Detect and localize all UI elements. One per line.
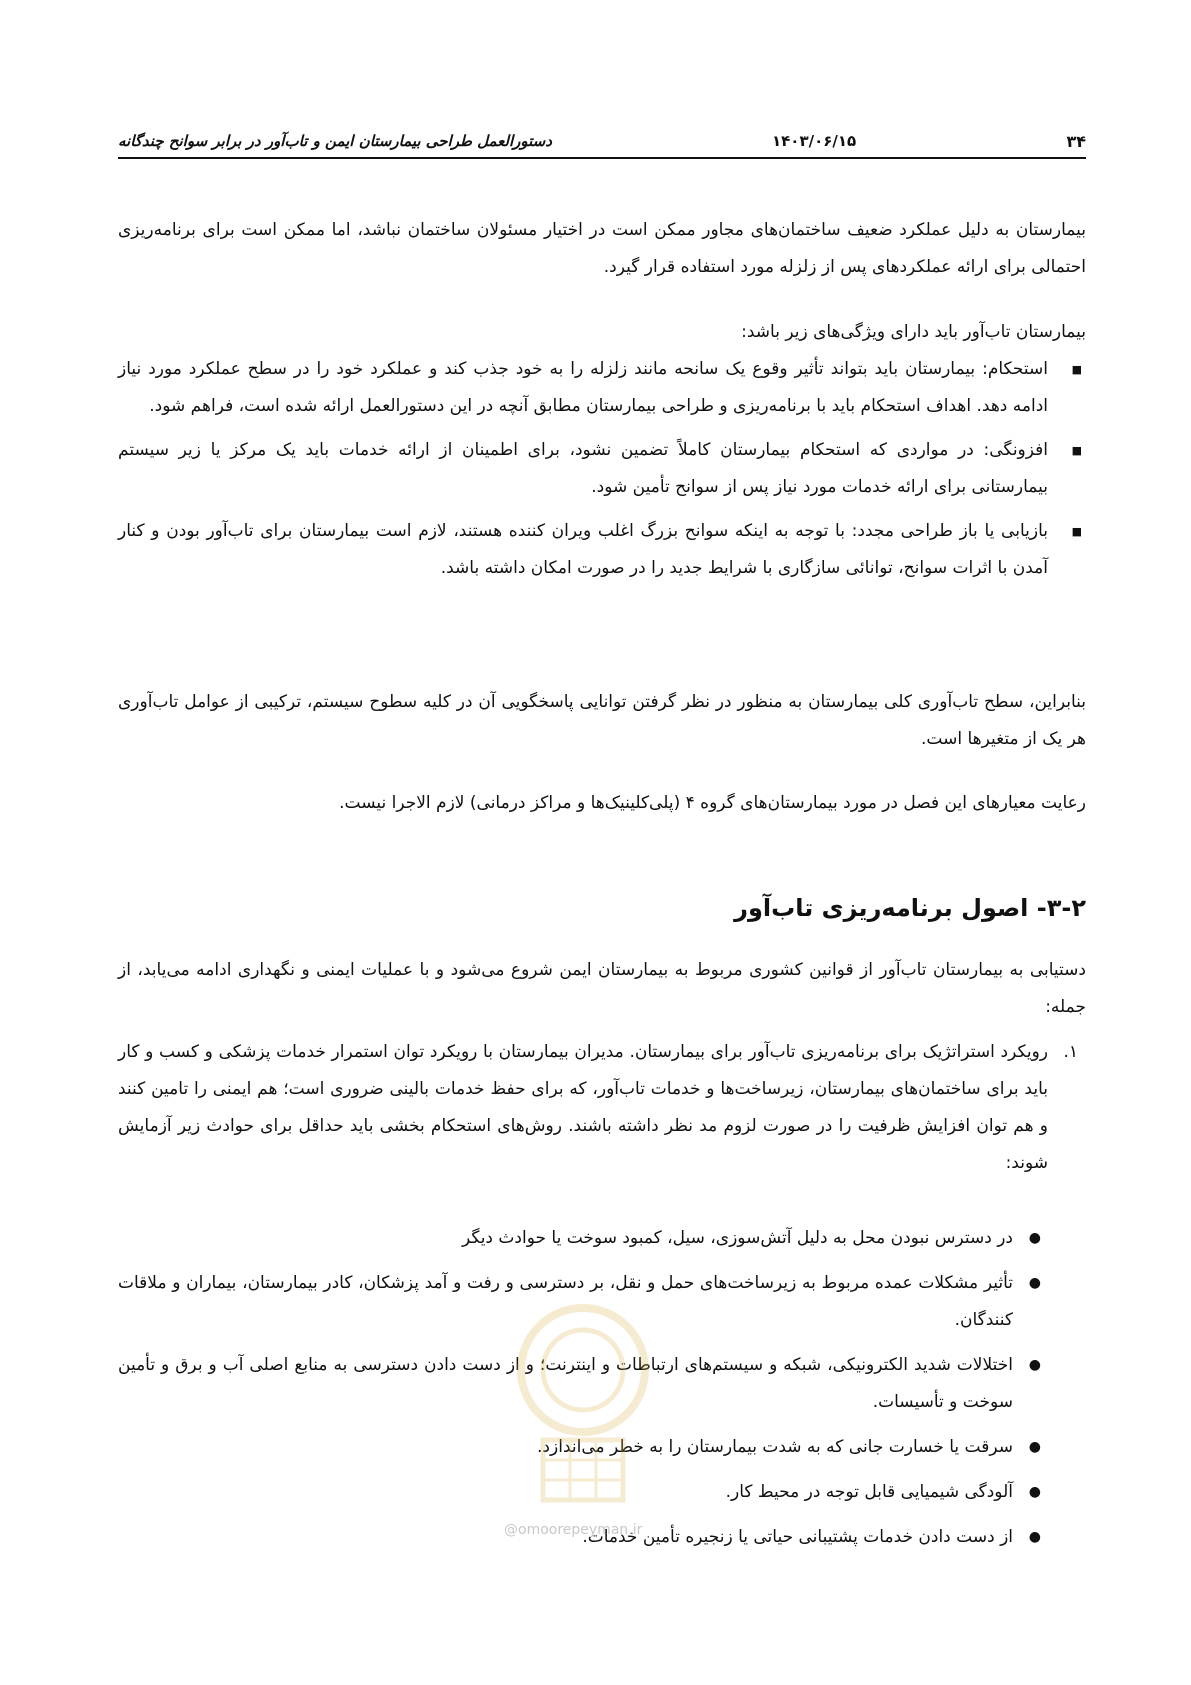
- header-title: دستورالعمل طراحی بیمارستان ایمن و تاب‌آور در برابر سوانح چندگانه: [118, 132, 552, 150]
- round-bullet-icon: ●: [1028, 1275, 1041, 1291]
- square-bullet-icon: ■: [1071, 525, 1082, 538]
- square-bullet-icon: ■: [1071, 363, 1082, 376]
- features-list: [118, 351, 1086, 594]
- list-item-text: افزونگی: در مواردی که استحکام بیمارستان کاملاً تضمین نشود، برای اطمینان از ارائه خدمات باید یک مرکز یا زیر سیستم بیمارستانی برای ارائه خدمات مورد نیاز پس از سوانح تأمین شود.: [118, 440, 1048, 497]
- list-item: [118, 432, 1086, 506]
- header-rule: [118, 157, 1086, 159]
- page-header: [118, 130, 1086, 156]
- square-bullet-icon: ■: [1071, 444, 1082, 457]
- numbered-item-text: رویکرد استراتژیک برای برنامه‌ریزی تاب‌آور برای بیمارستان. مدیران بیمارستان با رویکرد توان استمرار خدمات پزشکی و کسب و کار باید برای ساختمان‌های بیمارستان، زیرساخت‌ها و خدمات تاب‌آور، که برای حفظ خدمات بالینی ضروری است؛ هم ایمنی را تامین کنند و هم توان افزایش ظرفیت را در صورت لزوم مد نظر داشته باشند. روش‌های استحکام بخشی باید حداقل برای حوادث زیر آزمایش شوند:: [118, 1042, 1048, 1173]
- header-date: ۱۴۰۳/۰۶/۱۵: [772, 132, 857, 150]
- list-item: [118, 351, 1086, 425]
- round-bullet-icon: ●: [1028, 1357, 1041, 1373]
- paragraph-4: رعایت معیارهای این فصل در مورد بیمارستان‌های گروه ۴ (پلی‌کلینیک‌ها و مراکز درمانی) لازم الاجرا نیست.: [339, 793, 1086, 813]
- watermark-text: @omoorepeyman.ir: [504, 1522, 643, 1538]
- list-item-text: اختلالات شدید الکترونیکی، شبکه و سیستم‌های ارتباطات و اینترنت؛ و از دست دادن دسترسی به منابع اصلی آب و برق و تأمین سوخت و تأسیسات.: [118, 1355, 1013, 1412]
- list-item-text: تأثیر مشکلات عمده مربوط به زیرساخت‌های حمل و نقل، بر دسترسی و رفت و آمد پزشکان، کادر بیمارستان، بیماران و ملاقات کنندگان.: [118, 1273, 1013, 1330]
- list-item-text: در دسترس نبودن محل به دلیل آتش‌سوزی، سیل، کمبود سوخت یا حوادث دیگر: [461, 1228, 1013, 1248]
- seal-logo-icon: [488, 1290, 678, 1520]
- list-item-text: بازیابی یا باز طراحی مجدد: با توجه به اینکه سوانح بزرگ اغلب ویران کننده هستند، لازم است بیمارستان برای تاب‌آور بودن و کنار آمدن با اثرات سوانح، توانائی سازگاری با شرایط جدید را در صورت امکان داشته باشد.: [118, 521, 1048, 578]
- round-bullet-icon: ●: [1028, 1230, 1041, 1246]
- round-bullet-icon: ●: [1028, 1439, 1041, 1455]
- list-item: [118, 1220, 1086, 1257]
- paragraph-2: بیمارستان تاب‌آور باید دارای ویژگی‌های زیر باشد:: [741, 322, 1086, 342]
- numbered-item: [118, 1034, 1086, 1182]
- list-item-text: آلودگی شیمیایی قابل توجه در محیط کار.: [725, 1482, 1013, 1502]
- list-item-text: استحکام: بیمارستان باید بتواند تأثیر وقوع یک سانحه مانند زلزله را به خود جذب کند و عملکرد خود را در سطح عملکرد مورد نیاز ادامه دهد. اهداف استحکام باید با برنامه‌ریزی و طراحی بیمارستان مطابق آنچه در این دستورالعمل ارائه شده است، فراهم شود.: [118, 359, 1048, 416]
- page-number: ۳۴: [1066, 132, 1086, 151]
- item-number: ۱.: [1063, 1042, 1078, 1062]
- paragraph-5: دستیابی به بیمارستان تاب‌آور از قوانین کشوری مربوط به بیمارستان ایمن شروع می‌شود و با عملیات ایمنی و نگهداری ادامه می‌یابد، از جمله:: [118, 960, 1086, 1017]
- list-item: [118, 513, 1086, 587]
- paragraph-1: بیمارستان به دلیل عملکرد ضعیف ساختمان‌های مجاور ممکن است در اختیار مسئولان ساختمان نباشد، اما ممکن است برای برنامه‌ریزی احتمالی برای ارائه عملکردهای پس از زلزله مورد استفاده قرار گیرد.: [118, 220, 1086, 277]
- list-item-text: سرقت یا خسارت جانی که به شدت بیمارستان را به خطر می‌اندازد.: [537, 1437, 1013, 1457]
- round-bullet-icon: ●: [1028, 1529, 1041, 1545]
- section-heading: ۳-۲- اصول برنامه‌ریزی تاب‌آور: [734, 894, 1086, 922]
- list-item-text: از دست دادن خدمات پشتیبانی حیاتی یا زنجیره تأمین خدمات.: [582, 1527, 1013, 1547]
- round-bullet-icon: ●: [1028, 1484, 1041, 1500]
- paragraph-3: بنابراین، سطح تاب‌آوری کلی بیمارستان به منظور در نظر گرفتن توانایی پاسخگویی آن در کلیه سطوح سیستم، ترکیبی از عوامل تاب‌آوری هر یک از متغیرها است.: [118, 692, 1086, 749]
